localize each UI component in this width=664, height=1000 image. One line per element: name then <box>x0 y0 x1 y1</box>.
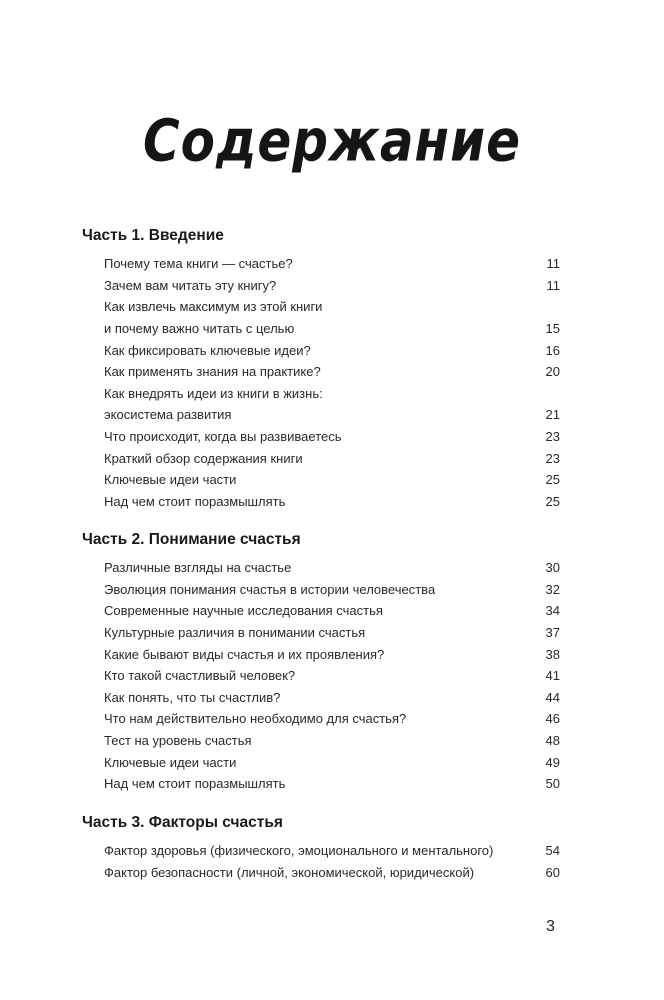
toc-entry <box>82 340 560 362</box>
toc-entry-title: Над чем стоит поразмышлять <box>104 776 286 792</box>
toc-entry-page: 60 <box>545 864 560 880</box>
toc-entry-title: Тест на уровень счастья <box>104 733 252 749</box>
toc-entry-page: 30 <box>545 560 560 575</box>
toc-entry-page: 54 <box>545 843 560 858</box>
toc-entry-title: Что нам действительно необходимо для счастья? <box>104 711 407 727</box>
toc-entry-page: 32 <box>545 581 560 597</box>
toc-entry-page: 15 <box>545 320 560 336</box>
toc-entry-page: 34 <box>545 603 560 619</box>
toc-entry <box>82 600 560 622</box>
toc-entry <box>82 448 560 470</box>
toc-entry-page: 48 <box>545 733 560 749</box>
toc-entry <box>82 665 560 687</box>
toc-entry-title: Как фиксировать ключевые идеи? <box>104 342 311 358</box>
toc-entry <box>82 773 560 795</box>
toc-entry-title: Фактор здоровья (физического, эмоционального и ментального) <box>104 843 494 858</box>
toc-entry-page: 23 <box>545 429 560 445</box>
toc-entry-title: Как применять знания на практике? <box>104 364 321 380</box>
toc-entry-title: и почему важно читать с целью <box>104 320 295 336</box>
toc-entry <box>82 622 560 644</box>
toc-entry <box>82 579 560 601</box>
toc-entry <box>82 840 560 862</box>
toc-entry <box>82 426 560 448</box>
toc-part-3 <box>82 812 560 883</box>
toc-entry <box>82 253 560 275</box>
toc-entry <box>82 318 560 340</box>
toc-entry-page: 11 <box>546 256 560 271</box>
toc-entry <box>82 730 560 752</box>
toc-entry-page: 37 <box>545 624 560 640</box>
toc-entry-page: 23 <box>545 450 560 466</box>
toc-entry-title: Какие бывают виды счастья и их проявления? <box>104 646 385 662</box>
toc-entry-title: Что происходит, когда вы развиваетесь <box>104 429 342 445</box>
toc-part-2 <box>82 529 560 795</box>
toc-entry <box>82 383 560 405</box>
toc-entry <box>82 296 560 318</box>
toc-entry <box>82 644 560 666</box>
page-title: Содержание <box>142 107 522 175</box>
toc-entry <box>82 557 560 579</box>
toc-entry <box>82 491 560 513</box>
toc-entry-page: 20 <box>545 364 560 380</box>
toc-entry-page: 46 <box>545 711 560 727</box>
toc-entry-page: 44 <box>545 689 560 705</box>
page-number: 3 <box>546 918 555 935</box>
part-heading: Часть 1. Введение <box>82 227 224 244</box>
toc-entry-title: Современные научные исследования счастья <box>104 603 383 619</box>
toc-entry-title: Кто такой счастливый человек? <box>104 668 296 684</box>
part-heading: Часть 2. Понимание счастья <box>82 531 301 548</box>
toc-entry-page: 25 <box>545 494 560 510</box>
part-heading: Часть 3. Факторы счастья <box>82 814 283 831</box>
toc-entry-title: Как извлечь максимум из этой книги <box>104 299 323 315</box>
toc-entry-title: Культурные различия в понимании счастья <box>104 624 366 640</box>
toc-entry <box>82 687 560 709</box>
toc-entry-title: Фактор безопасности (личной, экономической, юридической) <box>104 864 475 880</box>
toc-entry-title: Ключевые идеи части <box>104 754 237 770</box>
toc-entry-page: 16 <box>545 342 560 358</box>
toc-entry <box>82 404 560 426</box>
toc-entry-title: Эволюция понимания счастья в истории человечества <box>104 581 436 597</box>
toc-entry <box>82 862 560 884</box>
toc-entry-page: 41 <box>545 668 560 684</box>
toc-entry <box>82 708 560 730</box>
toc-entry-page: 21 <box>545 407 560 423</box>
toc-entry <box>82 275 560 297</box>
toc-entry-page: 49 <box>545 754 560 770</box>
toc-entry-title: экосистема развития <box>104 407 232 423</box>
toc-entry-title: Как понять, что ты счастлив? <box>104 689 281 705</box>
toc-entry <box>82 469 560 491</box>
toc-entry-title: Ключевые идеи части <box>104 472 237 488</box>
toc-entry-title: Как внедрять идеи из книги в жизнь: <box>104 385 323 401</box>
toc-entry-page: 11 <box>546 277 560 293</box>
toc-part-1 <box>82 225 560 513</box>
toc-entry-title: Различные взгляды на счастье <box>104 560 292 575</box>
toc-entry <box>82 752 560 774</box>
toc-entry-page: 25 <box>545 472 560 488</box>
toc-entry-title: Зачем вам читать эту книгу? <box>104 277 277 293</box>
toc-entry <box>82 361 560 383</box>
toc-entry-page: 38 <box>545 646 560 662</box>
toc-entry-title: Почему тема книги — счастье? <box>104 256 293 271</box>
toc-entry-page: 50 <box>545 776 560 792</box>
toc-entry-title: Над чем стоит поразмышлять <box>104 494 286 510</box>
toc-entry-title: Краткий обзор содержания книги <box>104 450 303 466</box>
